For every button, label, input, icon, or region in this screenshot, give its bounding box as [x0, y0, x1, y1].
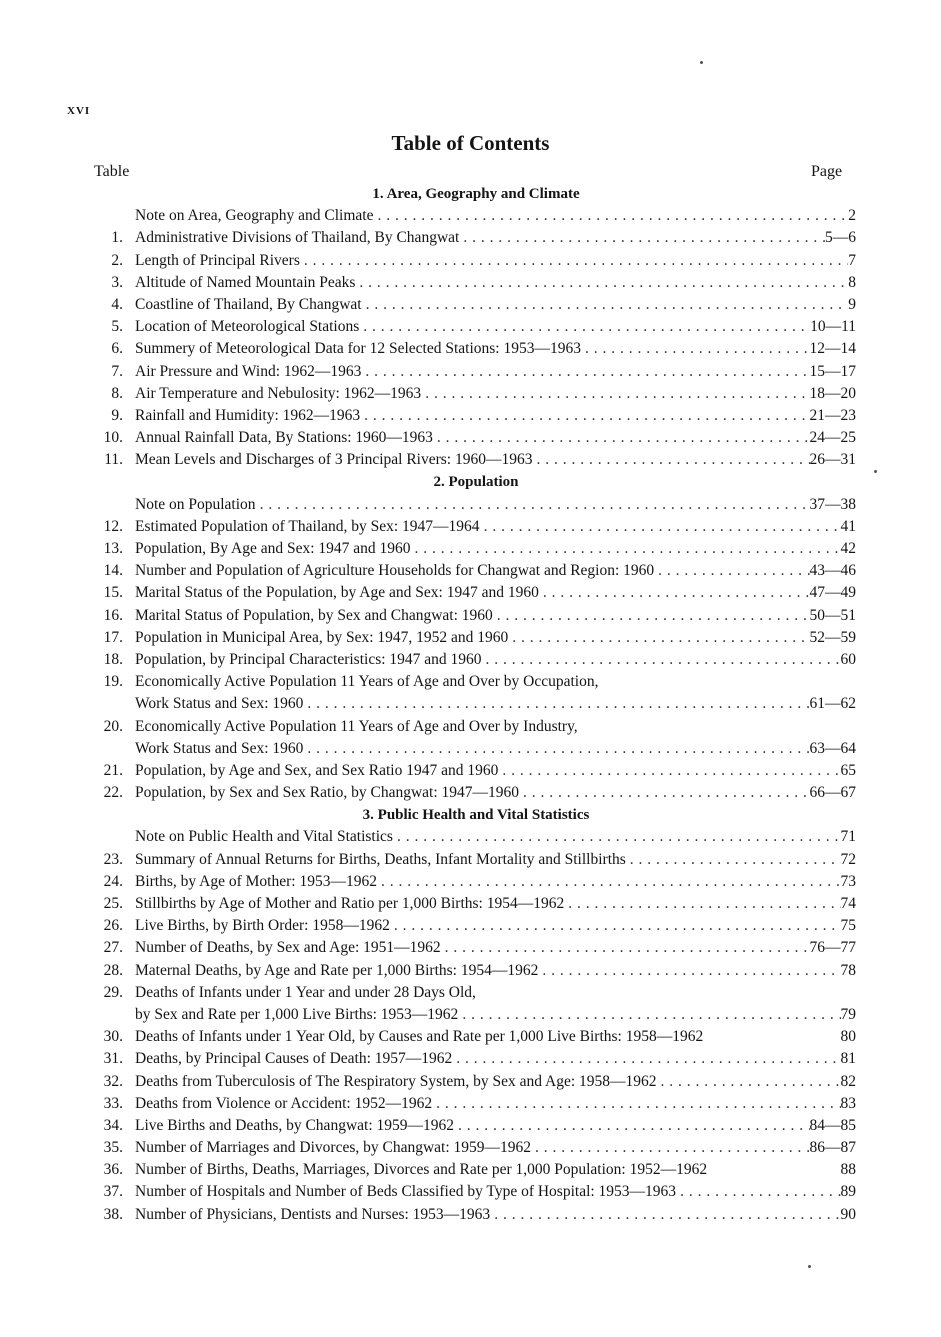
entry-page: 79	[840, 1005, 856, 1023]
entry-page: 72	[840, 850, 856, 868]
entry-number: 14.	[103, 562, 123, 580]
toc-entry	[96, 405, 856, 427]
entry-title: Note on Area, Geography and Climate	[135, 207, 374, 225]
entry-title: Work Status and Sex: 1960	[135, 739, 304, 757]
dot-leader	[361, 361, 809, 383]
toc-entry	[96, 227, 856, 249]
entry-page: 66—67	[809, 784, 856, 802]
entry-title: Marital Status of the Population, by Age and Sex: 1947 and 1960	[135, 584, 539, 602]
toc-entry	[96, 1048, 856, 1070]
toc-entry	[96, 338, 856, 360]
entry-title: Administrative Divisions of Thailand, By Changwat	[135, 229, 460, 247]
entry-page: 75	[840, 917, 856, 935]
toc-entry	[96, 1181, 856, 1203]
entry-page: 8	[848, 273, 856, 291]
entry-title: Rainfall and Humidity: 1962—1963	[135, 406, 361, 424]
dot-leader	[411, 538, 841, 560]
entry-number: 3.	[111, 273, 123, 291]
toc-entry	[96, 427, 856, 449]
dot-leader	[373, 205, 848, 227]
dot-leader	[493, 605, 810, 627]
entry-number: 15.	[103, 584, 123, 602]
toc-entry	[96, 627, 856, 649]
toc-entry	[96, 1004, 856, 1026]
toc-entry	[96, 716, 856, 738]
entry-title: Note on Population	[135, 495, 256, 513]
entry-page: 82	[840, 1072, 856, 1090]
page-number: XVI	[67, 105, 91, 117]
entry-page: 42	[840, 540, 856, 557]
entry-page: 7	[848, 251, 856, 269]
entry-number: 21.	[103, 761, 123, 779]
entry-title: Summary of Annual Returns for Births, Deaths, Infant Mortality and Stillbirths	[135, 850, 626, 868]
entry-page: 76—77	[809, 939, 856, 957]
entry-number: 28.	[103, 961, 123, 979]
dot-leader	[480, 516, 841, 538]
toc-entry	[96, 294, 856, 316]
toc-entry	[96, 582, 856, 604]
entry-title: Marital Status of Population, by Sex and Changwat: 1960	[135, 606, 493, 624]
toc-entry	[96, 1093, 856, 1115]
entry-title: Length of Principal Rivers	[135, 251, 300, 269]
entry-page: 83	[840, 1094, 856, 1112]
entry-number: 38.	[103, 1205, 123, 1223]
entry-page: 10—11	[810, 318, 856, 336]
dot-leader	[490, 1204, 840, 1226]
entry-page: 43—46	[809, 562, 856, 580]
entry-title: Maternal Deaths, by Age and Rate per 1,000 Births: 1954—1962	[135, 961, 539, 979]
toc-entry	[96, 915, 856, 937]
speck-mark	[808, 1265, 811, 1268]
entry-number: 25.	[103, 895, 123, 912]
table-of-contents	[96, 183, 856, 1226]
toc-entry	[96, 205, 856, 227]
dot-leader	[377, 871, 841, 893]
entry-number: 27.	[103, 939, 123, 957]
entry-title: Altitude of Named Mountain Peaks	[135, 273, 356, 291]
dot-leader	[676, 1181, 840, 1203]
entry-number: 34.	[103, 1116, 123, 1134]
entry-title: Economically Active Population 11 Years of Age and Over by Occupation,	[135, 673, 599, 691]
entry-title: Air Pressure and Wind: 1962—1963	[135, 362, 362, 380]
entry-number: 35.	[103, 1139, 123, 1157]
entry-title: Population, by Age and Sex, and Sex Ratio 1947 and 1960	[135, 761, 499, 779]
entry-number: 4.	[111, 295, 123, 313]
entry-title: Work Status and Sex: 1960	[135, 695, 304, 713]
dot-leader	[360, 405, 809, 427]
entry-page: 37—38	[809, 495, 856, 513]
entry-title: Deaths from Tuberculosis of The Respiratory System, by Sex and Age: 1958—1962	[135, 1072, 657, 1090]
entry-title: Air Temperature and Nebulosity: 1962—1963	[135, 384, 422, 402]
entry-page: 21—23	[809, 406, 856, 424]
dot-leader	[452, 1048, 840, 1070]
dot-leader	[454, 1115, 810, 1137]
entry-title: Summery of Meteorological Data for 12 Selected Stations: 1953—1963	[135, 340, 581, 358]
dot-leader	[519, 782, 809, 804]
toc-entry	[96, 605, 856, 627]
dot-leader	[626, 849, 841, 871]
dot-leader	[531, 1137, 809, 1159]
toc-entry	[96, 871, 856, 893]
dot-leader	[390, 915, 841, 937]
entry-page: 41	[840, 517, 856, 535]
entry-page: 2	[848, 207, 856, 225]
dot-leader	[581, 338, 810, 360]
entry-title: Number of Hospitals and Number of Beds Classified by Type of Hospital: 1953—1963	[135, 1183, 677, 1201]
dot-leader	[433, 427, 810, 449]
entry-title: Live Births and Deaths, by Changwat: 1959—1962	[135, 1116, 454, 1134]
entry-page: 73	[840, 872, 856, 890]
entry-number: 26.	[103, 917, 123, 935]
entry-title: by Sex and Rate per 1,000 Live Births: 1953—1962	[135, 1005, 459, 1023]
entry-number: 31.	[103, 1050, 123, 1068]
entry-page: 84—85	[809, 1116, 856, 1134]
entry-number: 20.	[103, 717, 123, 735]
toc-entry	[96, 1071, 856, 1093]
column-header-table: Table	[94, 163, 130, 180]
section-heading: 2. Population	[433, 474, 519, 491]
entry-title: Number of Marriages and Divorces, by Changwat: 1959—1962	[135, 1139, 532, 1157]
entry-number: 17.	[103, 628, 123, 646]
dot-leader	[362, 294, 849, 316]
entry-number: 19.	[103, 673, 123, 691]
dot-leader	[508, 627, 809, 649]
entry-page: 9	[848, 295, 856, 313]
toc-entry	[96, 826, 856, 848]
entry-title: Deaths, by Principal Causes of Death: 1957—1962	[135, 1050, 453, 1068]
entry-page: 65	[840, 761, 856, 779]
entry-page: 89	[840, 1183, 856, 1201]
entry-page: 50—51	[809, 606, 856, 624]
dot-leader	[654, 560, 809, 582]
entry-page: 26—31	[809, 451, 856, 469]
entry-number: 2.	[111, 251, 123, 269]
entry-title: Live Births, by Birth Order: 1958—1962	[135, 917, 390, 935]
entry-page: 12—14	[809, 340, 856, 358]
dot-leader	[441, 937, 810, 959]
entry-number: 13.	[103, 540, 123, 557]
speck-mark	[874, 470, 877, 473]
entry-title: Number of Births, Deaths, Marriages, Divorces and Rate per 1,000 Population: 1952—1962	[135, 1161, 708, 1179]
dot-leader	[458, 1004, 840, 1026]
entry-number: 11.	[104, 451, 123, 469]
dot-leader	[256, 494, 810, 516]
toc-entry	[96, 782, 856, 804]
entry-title: Deaths of Infants under 1 Year Old, by Causes and Rate per 1,000 Live Births: 1958—1962	[135, 1028, 704, 1046]
toc-entry	[96, 560, 856, 582]
section-heading: 1. Area, Geography and Climate	[372, 186, 580, 202]
entry-page: 60	[840, 650, 856, 668]
entry-title: Annual Rainfall Data, By Stations: 1960—1963	[135, 429, 433, 447]
toc-entry	[96, 1204, 856, 1226]
toc-entry	[96, 1159, 856, 1181]
entry-title: Stillbirths by Age of Mother and Ratio per 1,000 Births: 1954—1962	[135, 895, 565, 912]
entry-page: 63—64	[809, 739, 856, 757]
toc-entry	[96, 849, 856, 871]
dot-leader	[393, 826, 841, 848]
dot-leader	[482, 649, 841, 671]
entry-title: Location of Meteorological Stations	[135, 318, 360, 336]
entry-title: Note on Public Health and Vital Statistics	[135, 828, 393, 846]
dot-leader	[355, 272, 848, 294]
dot-leader	[303, 738, 809, 760]
entry-number: 24.	[103, 872, 123, 890]
dot-leader	[498, 760, 840, 782]
entry-number: 12.	[103, 517, 123, 535]
toc-entry	[96, 960, 856, 982]
toc-entry	[96, 738, 856, 760]
entry-number: 1.	[111, 229, 123, 247]
entry-number: 9.	[111, 406, 123, 424]
entry-page: 47—49	[809, 584, 856, 602]
entry-title: Number of Physicians, Dentists and Nurses: 1953—1963	[135, 1205, 491, 1223]
entry-number: 7.	[111, 362, 123, 380]
entry-page: 24—25	[809, 429, 856, 447]
entry-title: Mean Levels and Discharges of 3 Principal Rivers: 1960—1963	[135, 451, 533, 469]
entry-number: 23.	[103, 850, 123, 868]
speck-mark	[700, 61, 703, 64]
entry-page: 15—17	[809, 362, 856, 380]
entry-title: Estimated Population of Thailand, by Sex: 1947—1964	[135, 517, 480, 535]
toc-entry	[96, 361, 856, 383]
toc-entry	[96, 893, 856, 915]
toc-entry	[96, 1115, 856, 1137]
entry-title: Deaths of Infants under 1 Year and under 28 Days Old,	[135, 983, 476, 1001]
entry-number: 37.	[103, 1183, 123, 1201]
dot-leader	[657, 1071, 841, 1093]
toc-entry	[96, 272, 856, 294]
toc-entry	[96, 671, 856, 693]
entry-number: 32.	[103, 1072, 123, 1090]
entry-number: 22.	[103, 784, 123, 802]
entry-title: Births, by Age of Mother: 1953—1962	[135, 872, 377, 890]
dot-leader	[300, 250, 848, 272]
dot-leader	[538, 960, 840, 982]
entry-page: 61—62	[809, 695, 856, 713]
entry-title: Number of Deaths, by Sex and Age: 1951—1962	[135, 939, 441, 957]
entry-page: 90	[840, 1205, 856, 1223]
toc-entry	[96, 250, 856, 272]
entry-number: 6.	[111, 340, 123, 358]
toc-entry	[96, 449, 856, 471]
entry-page: 86—87	[809, 1139, 856, 1157]
column-header-page: Page	[811, 163, 843, 180]
entry-page: 80	[840, 1028, 856, 1046]
entry-number: 30.	[103, 1028, 123, 1046]
toc-entry	[96, 516, 856, 538]
entry-title: Economically Active Population 11 Years of Age and Over by Industry,	[135, 717, 578, 735]
toc-entry	[96, 1026, 856, 1048]
section-heading: 3. Public Health and Vital Statistics	[362, 807, 590, 824]
dot-leader	[432, 1093, 840, 1115]
toc-entry	[96, 1137, 856, 1159]
dot-leader	[532, 449, 809, 471]
toc-entry	[96, 649, 856, 671]
entry-title: Population, By Age and Sex: 1947 and 1960	[135, 540, 411, 557]
dot-leader	[459, 227, 825, 249]
dot-leader	[359, 316, 810, 338]
entry-number: 16.	[103, 606, 123, 624]
entry-number: 33.	[103, 1094, 123, 1112]
entry-title: Population, by Sex and Sex Ratio, by Changwat: 1947—1960	[135, 784, 520, 802]
toc-entry	[96, 494, 856, 516]
dot-leader	[303, 693, 809, 715]
entry-page: 71	[840, 828, 856, 846]
entry-page: 74	[840, 895, 856, 912]
entry-page: 18—20	[809, 384, 856, 402]
entry-page: 52—59	[809, 628, 856, 646]
entry-page: 88	[840, 1161, 856, 1179]
toc-entry	[96, 937, 856, 959]
dot-leader	[564, 893, 840, 915]
page-title: Table of Contents	[391, 131, 550, 155]
toc-entry	[96, 383, 856, 405]
entry-number: 29.	[103, 983, 123, 1001]
entry-page: 81	[840, 1050, 856, 1068]
entry-title: Population in Municipal Area, by Sex: 1947, 1952 and 1960	[135, 628, 509, 646]
entry-page: 5—6	[825, 229, 856, 247]
entry-title: Coastline of Thailand, By Changwat	[135, 295, 362, 313]
toc-entry	[96, 982, 856, 1004]
entry-title: Number and Population of Agriculture Households for Changwat and Region: 1960	[135, 562, 655, 580]
toc-entry	[96, 760, 856, 782]
entry-page: 78	[840, 961, 856, 979]
entry-number: 18.	[103, 650, 123, 668]
entry-number: 36.	[103, 1161, 123, 1179]
dot-leader	[421, 383, 809, 405]
entry-number: 8.	[111, 384, 123, 402]
dot-leader	[539, 582, 810, 604]
entry-number: 10.	[103, 429, 123, 447]
toc-entry	[96, 538, 856, 560]
entry-title: Population, by Principal Characteristics: 1947 and 1960	[135, 650, 482, 668]
toc-entry	[96, 316, 856, 338]
toc-entry	[96, 693, 856, 715]
entry-title: Deaths from Violence or Accident: 1952—1962	[135, 1094, 433, 1112]
entry-number: 5.	[111, 318, 123, 336]
